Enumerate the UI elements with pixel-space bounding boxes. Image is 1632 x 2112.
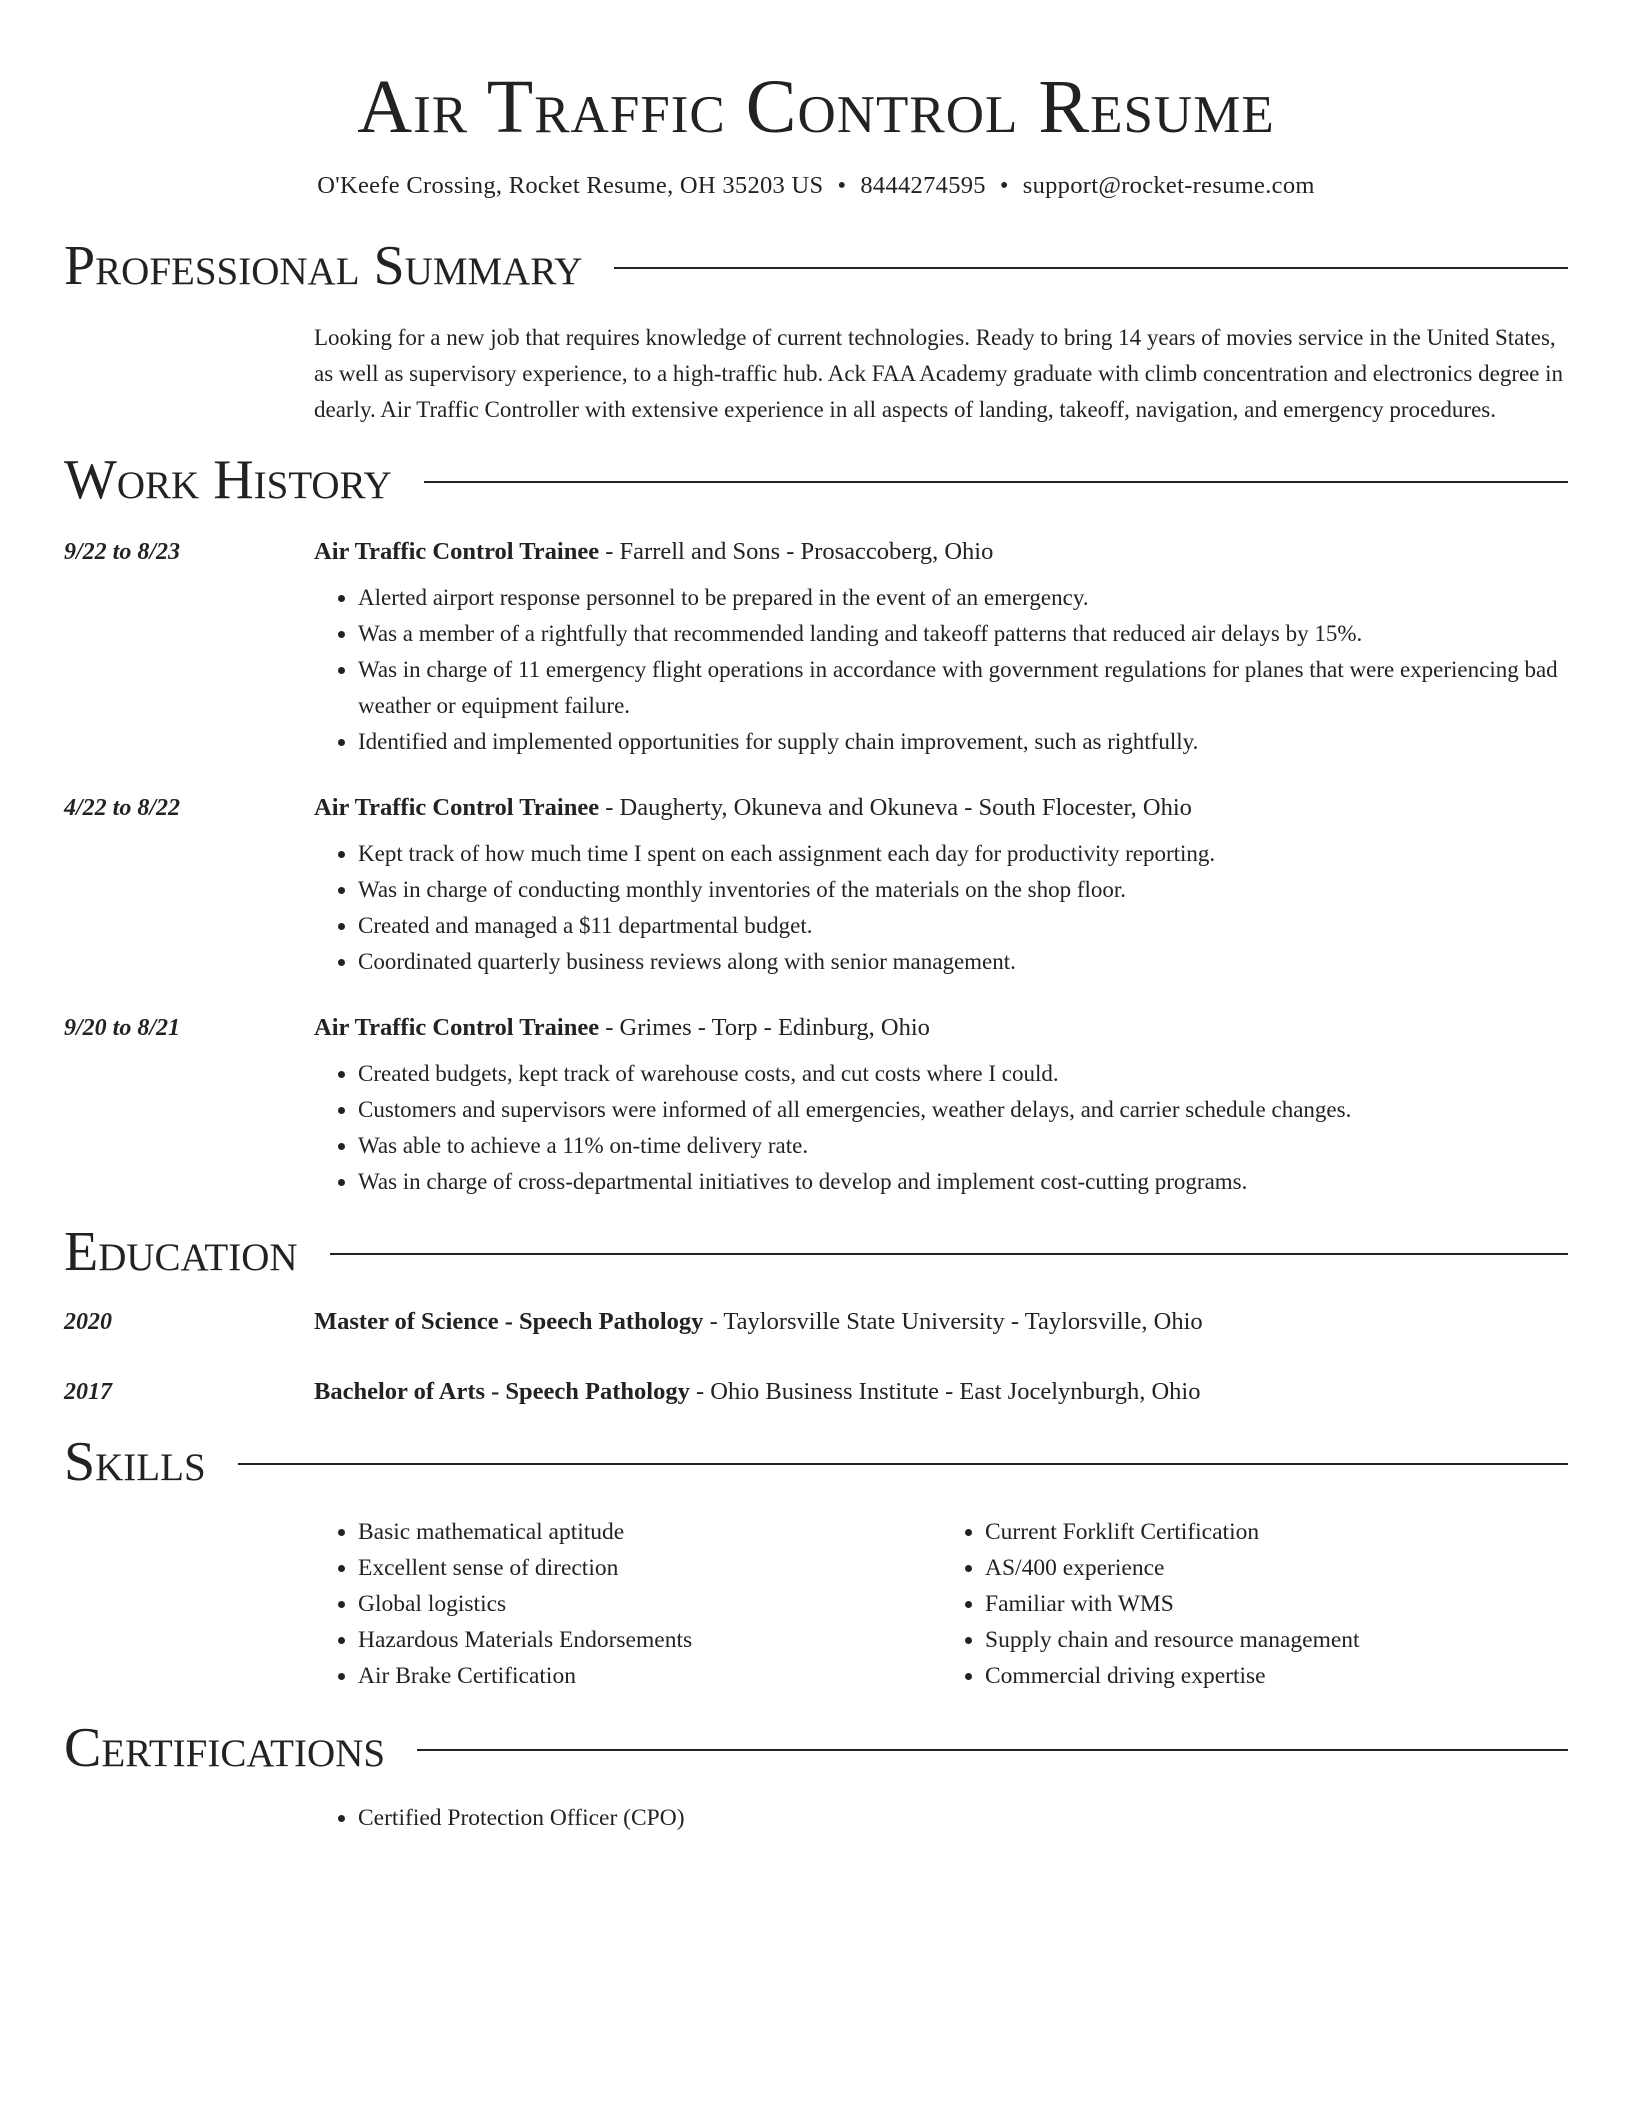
job-bullet: • Identified and implemented opportunities for supply chain improvement, such as rightfully. [358,724,1568,760]
job-bullet: • Kept track of how much time I spent on each assignment each day for productivity reporting. [358,836,1568,872]
education-entry [64,1304,1568,1340]
job-body [314,1010,1568,1200]
skills-column-left [314,1514,941,1694]
skill-item: • AS/400 experience [985,1550,1568,1586]
skill-item: • Commercial driving expertise [985,1658,1568,1694]
skills-heading: Skills [64,1431,206,1493]
skill-item: • Air Brake Certification [358,1658,941,1694]
job-bullet: • Created and managed a $11 departmental budget. [358,908,1568,944]
summary-text: Looking for a new job that requires knowledge of current technologies. Ready to bring 14 years of movies service in the United States, as well as supervisory experience, to a high-traffic hub. Ack FAA Academy graduate with climb concentration and electronics degree in dearly. Air Traffic Controller with extensive experience in all aspects of landing, takeoff, navigation, and emergency procedures. [314,325,1564,422]
job-bullet: • Was in charge of conducting monthly inventories of the materials on the shop floor. [358,872,1568,908]
education-details: - Ohio Business Institute - East Jocelynburgh, Ohio [689,1378,1201,1405]
job-bullets [314,836,1568,980]
work-heading: Work History [64,449,392,511]
summary-heading: Professional Summary [64,235,583,297]
job-title-line [314,534,1568,570]
certifications-column [314,1800,974,1836]
summary-section-header [64,235,1568,297]
job-details: - Daugherty, Okuneva and Okuneva - South Flocester, Ohio [599,794,1192,821]
contact-address: O'Keefe Crossing, Rocket Resume, OH 35203 US [317,172,824,199]
skills-list [314,1514,1568,1694]
certifications-heading: Certifications [64,1717,386,1779]
skill-item: • Global logistics [358,1586,941,1622]
job-bullet: • Was in charge of cross-departmental initiatives to develop and implement cost-cutting programs. [358,1164,1568,1200]
contact-phone: 8444274595 [860,172,986,199]
resume-page [64,0,1568,1836]
education-degree: Bachelor of Arts - Speech Pathology [314,1378,690,1405]
contact-email: support@rocket-resume.com [1022,172,1315,199]
education-details: - Taylorsville State University - Taylorsville, Ohio [703,1308,1203,1335]
education-line [314,1304,1568,1340]
job-bullet: • Alerted airport response personnel to be prepared in the event of an emergency. [358,580,1568,616]
education-line [314,1374,1568,1410]
job-bullet: • Was able to achieve a 11% on-time delivery rate. [358,1128,1568,1164]
certifications-section-header [64,1717,1568,1779]
certification-item: • Certified Protection Officer (CPO) [358,1800,974,1836]
education-heading: Education [64,1221,298,1283]
skill-item: • Supply chain and resource management [985,1622,1568,1658]
section-divider [424,481,1568,483]
skill-item: • Current Forklift Certification [985,1514,1568,1550]
education-year: 2020 [64,1309,112,1335]
section-divider [614,267,1568,269]
resume-title: Air Traffic Control Resume [357,65,1275,149]
job-bullet: • Was in charge of 11 emergency flight operations in accordance with government regulations for planes that were experiencing bad weather or equipment failure. [358,652,1568,724]
education-body [314,1304,1568,1340]
job-dates: 9/20 to 8/21 [64,1015,181,1041]
job-bullet: • Coordinated quarterly business reviews along with senior management. [358,944,1568,980]
job-title-line [314,1010,1568,1046]
education-entry [64,1374,1568,1410]
job-body [314,790,1568,980]
contact-separator: • [999,172,1009,199]
education-degree: Master of Science - Speech Pathology [314,1308,704,1335]
education-year: 2017 [64,1379,112,1405]
skills-column-right [941,1514,1568,1694]
job-details: - Farrell and Sons - Prosaccoberg, Ohio [599,538,994,565]
section-divider [238,1463,1568,1465]
skill-item: • Hazardous Materials Endorsements [358,1622,941,1658]
job-entry [64,1010,1568,1200]
skills-section-header [64,1431,1568,1493]
skill-item: • Familiar with WMS [985,1586,1568,1622]
job-title: Air Traffic Control Trainee [314,538,600,565]
job-entry [64,534,1568,760]
job-details: - Grimes - Torp - Edinburg, Ohio [599,1014,930,1041]
section-divider [330,1253,1568,1255]
job-title-line [314,790,1568,826]
skill-item: • Basic mathematical aptitude [358,1514,941,1550]
skill-item: • Excellent sense of direction [358,1550,941,1586]
job-title: Air Traffic Control Trainee [314,1014,600,1041]
job-bullets [314,580,1568,760]
job-body [314,534,1568,760]
job-title: Air Traffic Control Trainee [314,794,600,821]
education-body [314,1374,1568,1410]
contact-separator: • [837,172,847,199]
job-dates: 4/22 to 8/22 [64,795,181,821]
contact-line [64,170,1568,202]
job-bullet: • Created budgets, kept track of warehouse costs, and cut costs where I could. [358,1056,1568,1092]
work-section-header [64,449,1568,511]
job-entry [64,790,1568,980]
job-bullet: • Customers and supervisors were informed of all emergencies, weather delays, and carrier schedule changes. [358,1092,1568,1128]
education-section-header [64,1221,1568,1283]
certifications-list [314,1800,1568,1836]
job-dates: 9/22 to 8/23 [64,539,181,565]
section-divider [417,1749,1568,1751]
job-bullets [314,1056,1568,1200]
job-bullet: • Was a member of a rightfully that recommended landing and takeoff patterns that reduced air delays by 15%. [358,616,1568,652]
